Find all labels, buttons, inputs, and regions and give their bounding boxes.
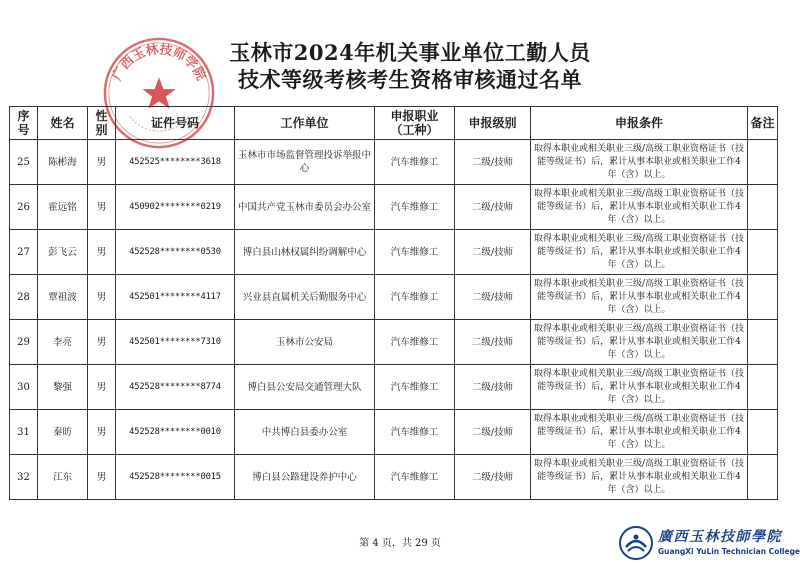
cell-unit: 博白县公路建设养护中心	[235, 455, 375, 500]
college-name-en: GuangXi YuLin Technician College	[658, 547, 800, 556]
cell-name: 彭飞云	[38, 230, 88, 275]
cell-id: 450902********0219	[116, 185, 235, 230]
cell-condition: 取得本职业或相关职业三级/高级工职业资格证书（技能等级证书）后，累计从事本职业或相关职业工作4年（含）以上。	[531, 230, 748, 275]
cell-unit: 玉林市市场监督管理投诉举报中心	[235, 140, 375, 185]
header-job: 申报职业 （工种）	[375, 107, 455, 140]
cell-level: 二级/技师	[455, 410, 531, 455]
cell-id: 452528********0010	[116, 410, 235, 455]
cell-gender: 男	[88, 365, 116, 410]
college-emblem-icon	[618, 525, 654, 561]
cell-id: 452528********8774	[116, 365, 235, 410]
cell-job: 汽车维修工	[375, 230, 455, 275]
header-row	[10, 107, 778, 140]
cell-seq: 26	[10, 185, 38, 230]
cell-job: 汽车维修工	[375, 185, 455, 230]
table-row	[10, 140, 778, 185]
cell-unit: 玉林市公安局	[235, 320, 375, 365]
page-title-line2: 技术等级考核考生资格审核通过名单	[238, 67, 582, 92]
cell-condition: 取得本职业或相关职业三级/高级工职业资格证书（技能等级证书）后，累计从事本职业或相关职业工作4年（含）以上。	[531, 185, 748, 230]
cell-remark	[748, 410, 778, 455]
cell-job: 汽车维修工	[375, 275, 455, 320]
cell-job: 汽车维修工	[375, 455, 455, 500]
cell-gender: 男	[88, 275, 116, 320]
cell-id: 452525********3618	[116, 140, 235, 185]
cell-level: 二级/技师	[455, 320, 531, 365]
cell-name: 霍远铭	[38, 185, 88, 230]
cell-remark	[748, 320, 778, 365]
cell-condition: 取得本职业或相关职业三级/高级工职业资格证书（技能等级证书）后，累计从事本职业或相关职业工作4年（含）以上。	[531, 365, 748, 410]
cell-name: 李亮	[38, 320, 88, 365]
cell-remark	[748, 185, 778, 230]
cell-condition: 取得本职业或相关职业三级/高级工职业资格证书（技能等级证书）后，累计从事本职业或相关职业工作4年（含）以上。	[531, 275, 748, 320]
cell-level: 二级/技师	[455, 275, 531, 320]
cell-gender: 男	[88, 140, 116, 185]
cell-name: 秦昉	[38, 410, 88, 455]
cell-unit: 兴业县直属机关后勤服务中心	[235, 275, 375, 320]
header-gender: 性别	[88, 107, 116, 140]
cell-id: 452528********0015	[116, 455, 235, 500]
table-row	[10, 410, 778, 455]
cell-job: 汽车维修工	[375, 320, 455, 365]
college-name-cn: 廣西玉林技師學院	[658, 529, 782, 545]
header-seq: 序 号	[10, 107, 38, 140]
cell-unit: 中国共产党玉林市委员会办公室	[235, 185, 375, 230]
page-title-line1: 玉林市2024年机关事业单位工勤人员	[229, 40, 591, 65]
header-name: 姓名	[38, 107, 88, 140]
table-row	[10, 185, 778, 230]
cell-remark	[748, 365, 778, 410]
cell-gender: 男	[88, 410, 116, 455]
cell-unit: 博白县公安局交通管理大队	[235, 365, 375, 410]
cell-condition: 取得本职业或相关职业三级/高级工职业资格证书（技能等级证书）后，累计从事本职业或相关职业工作4年（含）以上。	[531, 320, 748, 365]
cell-remark	[748, 140, 778, 185]
svg-text:广西玉林技师学院: 广西玉林技师学院	[109, 42, 209, 84]
header-unit: 工作单位	[235, 107, 375, 140]
cell-id: 452501********4117	[116, 275, 235, 320]
cell-gender: 男	[88, 455, 116, 500]
cell-gender: 男	[88, 230, 116, 275]
cell-seq: 32	[10, 455, 38, 500]
table-row	[10, 230, 778, 275]
cell-remark	[748, 230, 778, 275]
cell-job: 汽车维修工	[375, 140, 455, 185]
cell-id: 452501********7310	[116, 320, 235, 365]
cell-job: 汽车维修工	[375, 410, 455, 455]
cell-name: 覃祖波	[38, 275, 88, 320]
cell-remark	[748, 455, 778, 500]
cell-unit: 博白县山林权属纠纷调解中心	[235, 230, 375, 275]
roster-table	[9, 106, 778, 500]
cell-condition: 取得本职业或相关职业三级/高级工职业资格证书（技能等级证书）后，累计从事本职业或相关职业工作4年（含）以上。	[531, 410, 748, 455]
page-number: 第 4 页，共 29 页	[359, 538, 441, 549]
cell-seq: 28	[10, 275, 38, 320]
cell-id: 452528********0530	[116, 230, 235, 275]
cell-gender: 男	[88, 185, 116, 230]
cell-seq: 27	[10, 230, 38, 275]
cell-seq: 29	[10, 320, 38, 365]
cell-level: 二级/技师	[455, 140, 531, 185]
college-logo	[618, 525, 800, 561]
cell-level: 二级/技师	[455, 230, 531, 275]
table-row	[10, 365, 778, 410]
header-condition: 申报条件	[531, 107, 748, 140]
cell-unit: 中共博白县委办公室	[235, 410, 375, 455]
cell-name: 黎强	[38, 365, 88, 410]
cell-gender: 男	[88, 320, 116, 365]
cell-job: 汽车维修工	[375, 365, 455, 410]
header-remark: 备注	[748, 107, 778, 140]
cell-name: 陈彬海	[38, 140, 88, 185]
table-row	[10, 275, 778, 320]
table-row	[10, 455, 778, 500]
cell-level: 二级/技师	[455, 185, 531, 230]
cell-seq: 31	[10, 410, 38, 455]
cell-level: 二级/技师	[455, 455, 531, 500]
cell-condition: 取得本职业或相关职业三级/高级工职业资格证书（技能等级证书）后，累计从事本职业或相关职业工作4年（含）以上。	[531, 455, 748, 500]
header-id: 证件号码	[116, 107, 235, 140]
header-level: 申报级别	[455, 107, 531, 140]
cell-name: 江东	[38, 455, 88, 500]
cell-condition: 取得本职业或相关职业三级/高级工职业资格证书（技能等级证书）后，累计从事本职业或相关职业工作4年（含）以上。	[531, 140, 748, 185]
cell-seq: 30	[10, 365, 38, 410]
cell-level: 二级/技师	[455, 365, 531, 410]
cell-seq: 25	[10, 140, 38, 185]
cell-remark	[748, 275, 778, 320]
table-row	[10, 320, 778, 365]
